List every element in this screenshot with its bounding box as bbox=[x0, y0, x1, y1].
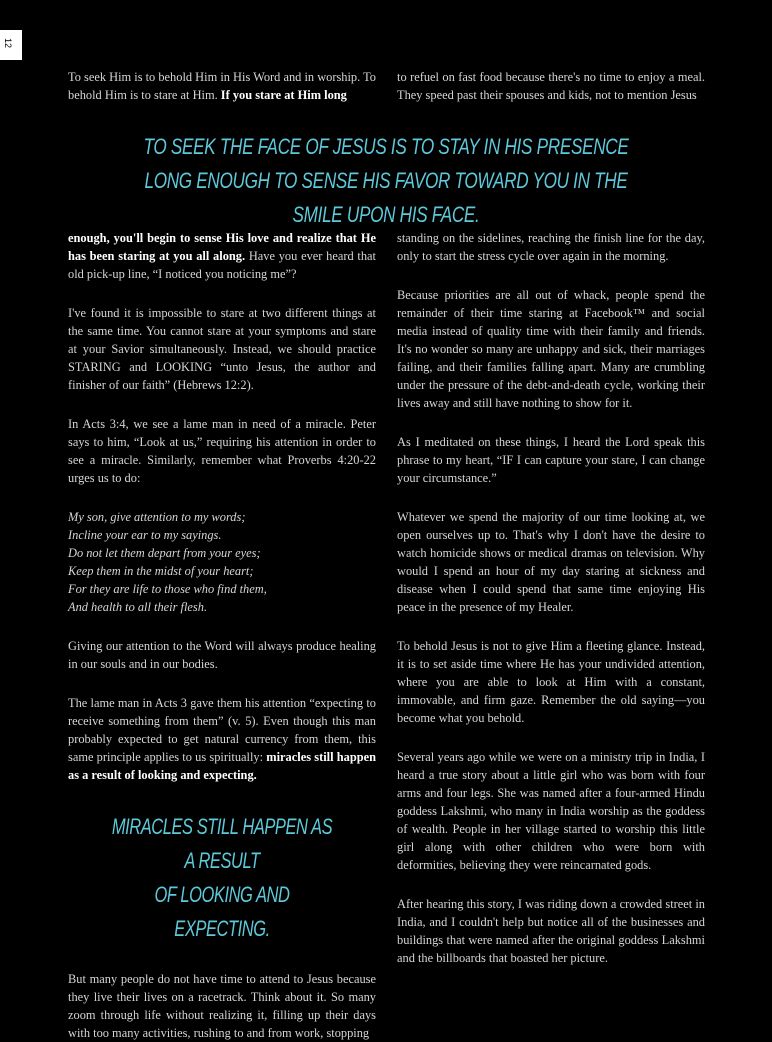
verse-line: Do not let them depart from your eyes; bbox=[68, 546, 261, 560]
verse-line: My son, give attention to my words; bbox=[68, 510, 246, 524]
scripture-quote bbox=[68, 508, 376, 616]
top-right-column bbox=[397, 68, 705, 104]
paragraph: The lame man in Acts 3 gave them his attention “expecting to receive something from them” (v. 5). Even though this man probably expected to get natural currency from them, this same principle applies to us spiritually: miracles still happen as a result of looking and expecting. bbox=[68, 696, 377, 782]
paragraph: I've found it is impossible to stare at two different things at the same time. You cannot stare at your symptoms and stare at your Savior simultaneously. Instead, we should practice STARING and LOOKING “unto Jesus, the author and finisher of our faith” (Hebrews 12:2). bbox=[68, 306, 376, 392]
paragraph: Several years ago while we were on a ministry trip in India, I heard a true story about a little girl who was born with four arms and four legs. She was named after a four-armed Hindu goddess Lakshmi, who many in India worship as the goddess of wealth. People in her village started to worship this little girl along with other children who were born with deformities, believing they were reincarnated gods. bbox=[397, 750, 705, 872]
paragraph: Whatever we spend the majority of our time looking at, we open ourselves up to. That's why I don't have the desire to watch homicide shows or medical dramas on television. Why would I spend an hour of my day staring at sickness and disease when I could spend that same time enjoying His peace in the presence of my Healer. bbox=[397, 510, 705, 614]
verse-line: Incline your ear to my sayings. bbox=[68, 528, 222, 542]
paragraph: Because priorities are all out of whack, people spend the remainder of their time staring at Facebook™ and social media instead of quality time with their family and friends. It's no wonder so many are unhappy and sick, their marriages failing, and their families falling apart. Many are crumbling under the pressure of the debt-and-death cycle, working their lives away and still have nothing to show for it. bbox=[397, 288, 705, 410]
pull-quote: TO SEEK THE FACE OF JESUS IS TO STAY IN HIS PRESENCE LONG ENOUGH TO SENSE HIS FAVOR TOWARD YOU IN THE SMILE UPON HIS FACE. bbox=[143, 134, 629, 227]
pull-quote-small: MIRACLES STILL HAPPEN AS A RESULT OF LOOKING AND EXPECTING. bbox=[111, 814, 333, 941]
paragraph: But many people do not have time to attend to Jesus because they live their lives on a racetrack. Think about it. So many zoom through life without realizing it, filling up their days with too many activities, rushing to and from work, stopping bbox=[68, 972, 376, 1040]
paragraph: Giving our attention to the Word will always produce healing in our souls and in our bodies. bbox=[68, 639, 376, 671]
page-number: 12 bbox=[3, 37, 14, 49]
paragraph: In Acts 3:4, we see a lame man in need of a miracle. Peter says to him, “Look at us,” requiring his attention in order to see a miracle. Similarly, remember what Proverbs 4:20-22 urges us to do: bbox=[68, 417, 376, 485]
right-column bbox=[397, 229, 705, 967]
page-number-tab bbox=[0, 30, 22, 60]
verse-line: Keep them in the midst of your heart; bbox=[68, 564, 254, 578]
paragraph: to refuel on fast food because there's no time to enjoy a meal. They speed past their spouses and kids, not to mention Jesus bbox=[397, 70, 705, 102]
paragraph: As I meditated on these things, I heard the Lord speak this phrase to my heart, “IF I can capture your stare, I can change your circumstance.” bbox=[397, 435, 705, 485]
paragraph: To seek Him is to behold Him in His Word and in worship. To behold Him is to stare at Him. If you stare at Him long bbox=[68, 70, 376, 102]
verse-line: For they are life to those who find them, bbox=[68, 582, 267, 596]
verse-line: And health to all their flesh. bbox=[68, 600, 208, 614]
paragraph: After hearing this story, I was riding down a crowded street in India, and I couldn't help but notice all of the businesses and buildings that were named after the original goddess Lakshmi and the billboards that boasted her picture. bbox=[397, 897, 705, 965]
paragraph: To behold Jesus is not to give Him a fleeting glance. Instead, it is to set aside time where He has your undivided attention, where you are able to look at Him with a constant, immovable, and firm gaze. Remember the old saying—you become what you behold. bbox=[397, 639, 705, 725]
top-left-column bbox=[68, 68, 376, 104]
paragraph: standing on the sidelines, reaching the finish line for the day, only to start the stress cycle over again in the morning. bbox=[397, 231, 705, 263]
paragraph: enough, you'll begin to sense His love and realize that He has been staring at you all along. Have you ever heard that old pick-up line, “I noticed you noticing me”? bbox=[68, 231, 376, 281]
left-column bbox=[68, 229, 376, 1042]
